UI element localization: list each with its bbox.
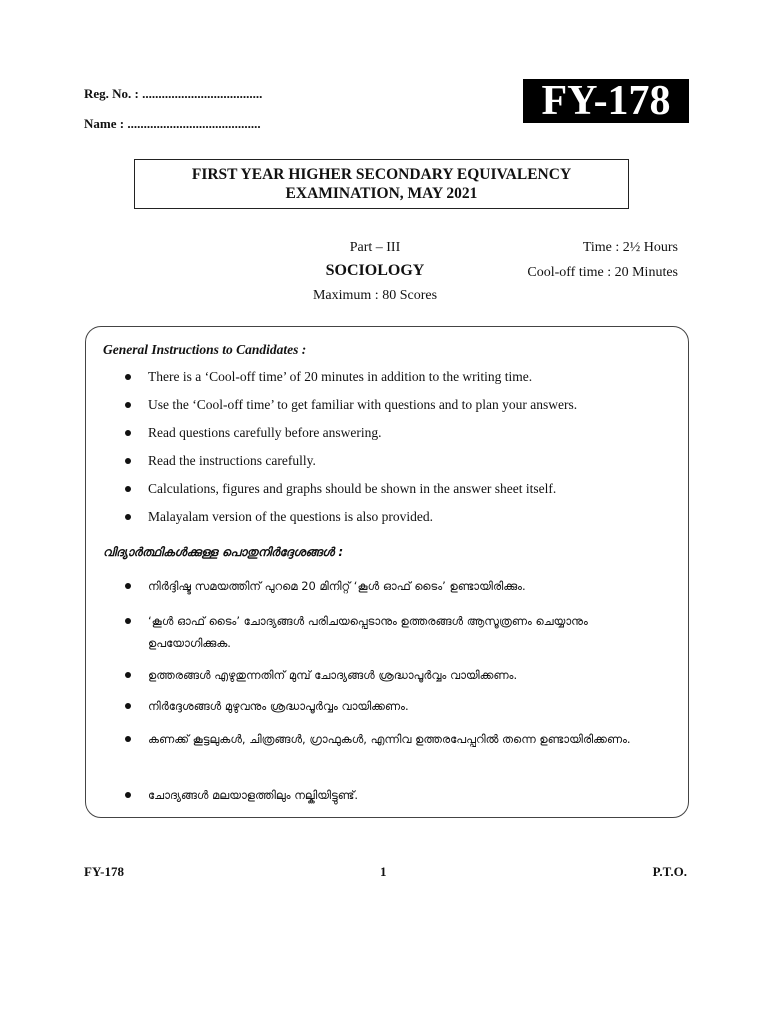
footer-code: FY-178 [84,864,124,879]
instructions-heading-ml: വിദ്യാർത്ഥികൾക്കുള്ള പൊതുനിർദ്ദേശങ്ങൾ : [103,545,344,559]
pto-label: P.T.O. [652,864,687,879]
bullet-icon [125,514,131,520]
bullet-icon [125,672,131,678]
bullet-icon [125,736,131,742]
bullet-icon [125,703,131,709]
bullet-icon [125,583,131,589]
exam-subject: SOCIOLOGY [325,262,425,279]
exam-title-box [134,159,629,209]
exam-part: Part – III [349,240,401,255]
max-scores: Maximum : 80 Scores [312,288,438,303]
exam-title-line1: FIRST YEAR HIGHER SECONDARY EQUIVALENCY [191,166,572,183]
bullet-icon [125,374,131,380]
name-field: Name : ......................................... [84,116,261,131]
exam-title-line2: EXAMINATION, MAY 2021 [285,185,478,202]
bullet-icon [125,402,131,408]
bullet-icon [125,792,131,798]
page-number: 1 [380,864,387,879]
bullet-icon [125,458,131,464]
bullet-icon [125,430,131,436]
bullet-icon [125,486,131,492]
instructions-heading-en: General Instructions to Candidates : [103,342,307,357]
exam-time: Time : 2½ Hours [582,240,678,255]
reg-no-field: Reg. No. : ..................................... [84,86,263,101]
cool-off-time: Cool-off time : 20 Minutes [527,265,678,280]
exam-code-badge: FY-178 [523,79,689,123]
bullet-icon [125,618,131,624]
